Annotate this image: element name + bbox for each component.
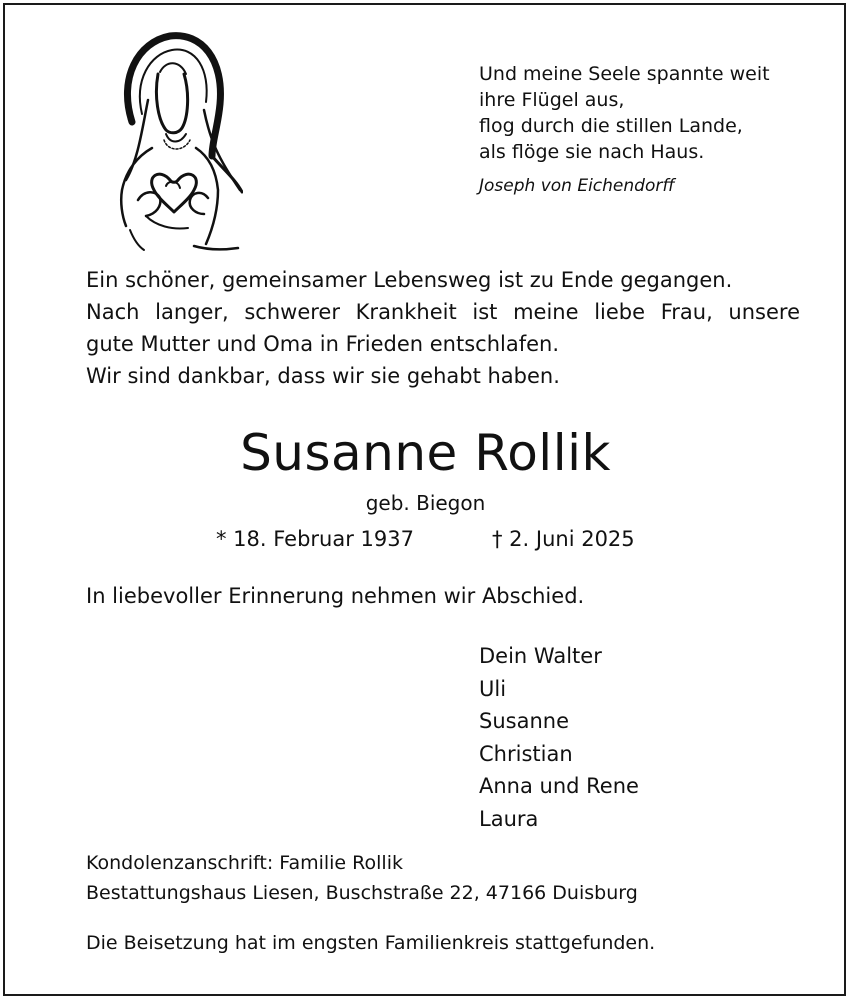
- madonna-sacred-heart-icon: [108, 30, 243, 255]
- deceased-name: Susanne Rollik: [240, 424, 611, 482]
- address-line: Kondolenzanschrift: Familie Rollik: [86, 852, 403, 874]
- poem-line: flog durch die stillen Lande,: [479, 115, 743, 137]
- intro-line: Ein schöner, gemeinsamer Lebensweg ist zu Ende gegangen.: [86, 268, 733, 292]
- birth-date: * 18. Februar 1937: [216, 527, 414, 551]
- intro-line: gute Mutter und Oma in Frieden entschlafen.: [86, 332, 560, 356]
- mourner-name: Susanne: [479, 709, 569, 733]
- maiden-name: geb. Biegon: [365, 491, 486, 515]
- poem-line: ihre Flügel aus,: [479, 89, 625, 111]
- mourner-name: Laura: [479, 806, 539, 831]
- burial-note: Die Beisetzung hat im engsten Familienkreis stattgefunden.: [86, 932, 656, 954]
- mourner-name: Christian: [479, 741, 573, 766]
- mourner-name: Uli: [479, 676, 507, 701]
- farewell-text: In liebevoller Erinnerung nehmen wir Abschied.: [86, 584, 585, 608]
- poem-line: als flöge sie nach Haus.: [479, 141, 705, 163]
- mourner-name: Dein Walter: [479, 644, 602, 668]
- address-line: Bestattungshaus Liesen, Buschstraße 22, 47166 Duisburg: [86, 882, 638, 904]
- poem: [479, 61, 770, 199]
- intro-line: Nach langer, schwerer Krankheit ist meine liebe Frau, unsere: [86, 300, 800, 324]
- death-date: † 2. Juni 2025: [492, 527, 635, 551]
- condolence-address: [86, 848, 638, 908]
- mourner-name: Anna und Rene: [479, 774, 639, 798]
- poem-line: Und meine Seele spannte weit: [479, 63, 770, 85]
- intro-line: Wir sind dankbar, dass wir sie gehabt haben.: [86, 364, 560, 388]
- intro-text: [86, 264, 800, 392]
- poem-author: Joseph von Eichendorff: [479, 176, 675, 196]
- mourners-list: [479, 640, 639, 835]
